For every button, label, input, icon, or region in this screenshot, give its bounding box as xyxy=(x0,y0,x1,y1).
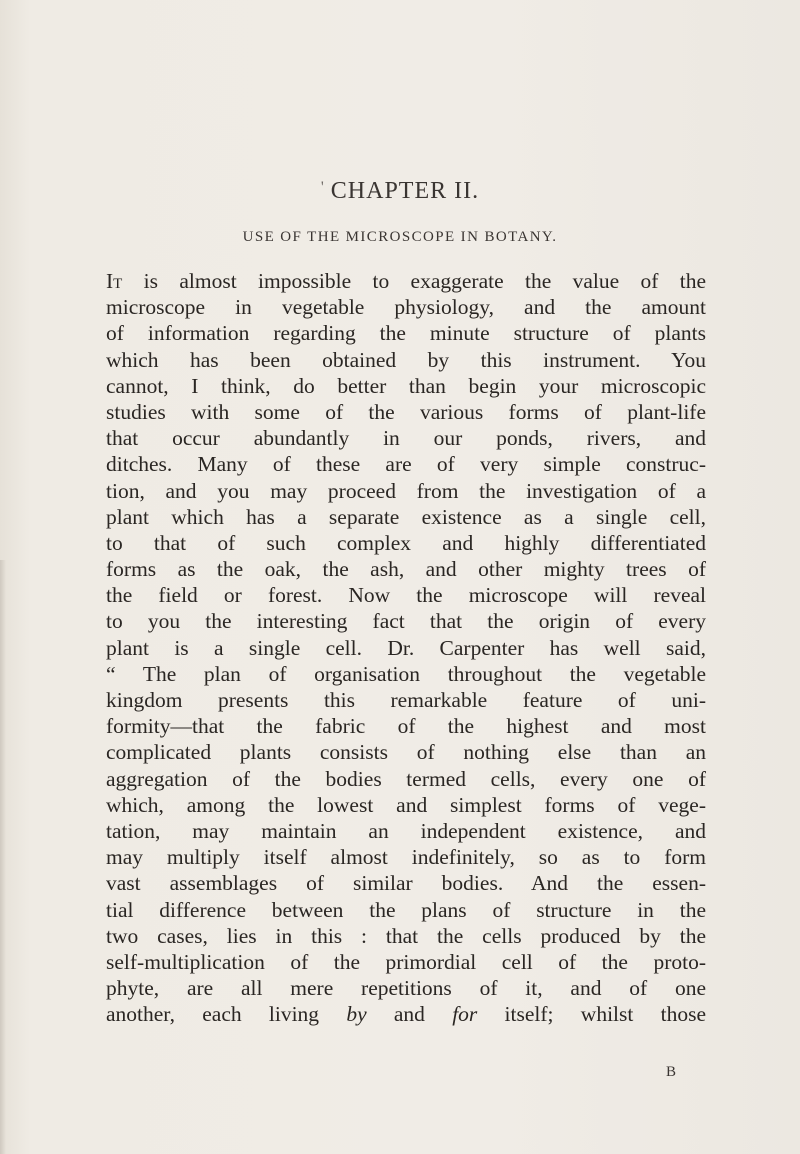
text-line: which, among the lowest and simplest forms of vege- xyxy=(106,792,706,817)
text-fragment: another, each living xyxy=(106,1002,347,1027)
text-line-last xyxy=(106,1001,706,1027)
text-line: complicated plants consists of nothing else than an xyxy=(106,740,706,765)
text-line: tion, and you may proceed from the investigation of a xyxy=(106,478,706,503)
text-line: to that of such complex and highly differentiated xyxy=(106,530,706,555)
text-line: to you the interesting fact that the origin of every xyxy=(106,609,706,634)
text-line: ditches. Many of these are of very simple construc- xyxy=(106,452,706,477)
text-line xyxy=(106,268,706,294)
text-line: cannot, I think, do better than begin your microscopic xyxy=(106,373,706,398)
text-line: aggregation of the bodies termed cells, every one of xyxy=(106,766,706,791)
page-edge-shadow xyxy=(0,560,6,1154)
text-line: self-multiplication of the primordial cell of the proto- xyxy=(106,949,706,974)
section-title: USE OF THE MICROSCOPE IN BOTANY. xyxy=(242,229,558,245)
text-line: that occur abundantly in our ponds, rivers, and xyxy=(106,426,706,451)
text-line: microscope in vegetable physiology, and the amount xyxy=(106,295,706,320)
text-line: vast assemblages of similar bodies. And the essen- xyxy=(106,871,706,896)
text-line: kingdom presents this remarkable feature of uni- xyxy=(106,688,706,712)
first-line-rest: is almost impossible to exaggerate the value of the xyxy=(122,269,706,293)
chapter-heading xyxy=(0,178,800,205)
text-line: tation, may maintain an independent existence, and xyxy=(106,818,706,843)
text-line: of information regarding the minute structure of plants xyxy=(106,321,706,346)
text-line: which has been obtained by this instrument. You xyxy=(106,347,706,372)
text-line: “ The plan of organisation throughout the vegetable xyxy=(106,661,706,686)
body-text xyxy=(106,268,706,1027)
emphasis-by: by xyxy=(346,1002,367,1027)
text-line: plant which has a separate existence as a single cell, xyxy=(106,504,706,529)
text-line: formity—that the fabric of the highest and most xyxy=(106,714,706,739)
text-line: two cases, lies in this : that the cells produced by the xyxy=(106,923,706,948)
text-fragment: itself; whilst those xyxy=(477,1002,706,1027)
text-line: may multiply itself almost indefinitely, so as to form xyxy=(106,845,706,870)
text-line: plant is a single cell. Dr. Carpenter has well said, xyxy=(106,635,706,660)
text-line: the field or forest. Now the microscope will reveal xyxy=(106,583,706,608)
signature-mark: B xyxy=(666,1064,678,1080)
text-fragment: and xyxy=(366,1002,453,1027)
text-line: phyte, are all mere repetitions of it, and of one xyxy=(106,976,706,1001)
chapter-title: CHAPTER II. xyxy=(330,178,480,204)
opening-word: It xyxy=(106,269,123,293)
text-line: forms as the oak, the ash, and other mighty trees of xyxy=(106,557,706,582)
chapter-heading-tick: ' xyxy=(320,179,325,196)
emphasis-for: for xyxy=(452,1002,478,1027)
text-line: tial difference between the plans of structure in the xyxy=(106,897,706,922)
text-line: studies with some of the various forms of plant-life xyxy=(106,399,706,424)
